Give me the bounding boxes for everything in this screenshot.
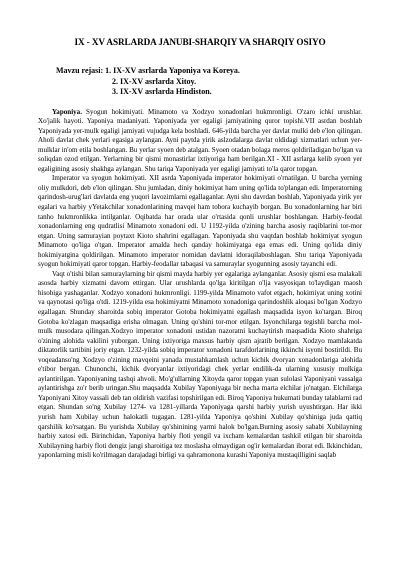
paragraph-text: Imperator va syogun hokimiyati. XII asrda Yaponiyada imperator hokimiyati o'rnatilgan. U barcha yerning oliy mulkdori, deb e'lon qilingan. Shu jumladan, diniy hokimiyat ham uning qo'lida to'plangan edi. Imperatorning qarindosh-urug'lari davlatda eng yuqori lavozimlarni egallaganlar. Ayni shu davrdan boshlab, Yaponiyada yirik yer egalari va harbiy yYetakchilar xonadonlarining mavqei ham tobora kuchayib borgan. Bu xonadonlarning har biri tanho hukmronlikka intilganlar. Oqibatda har orada ular o'rtasida qonli urushlar boshlangan. Harbiy-feodal xonadonlarning eng qudratlisi Minamoto xonadoni edi. U 1192-yilda o'zining barcha asosiy raqiblarini tor-mor etgan. Uning samurayian poytaxt Kioto shahrini egallagan. Yaponiyada shu vaqtdan boshlab hokimiyat syogun Minamoto qo'liga o'tgan. Imperator amalda hech qanday hokimiyatga ega emas edi. Uning qo'lida diniy hokimiyatgina qoldirilgan. Minamoto imperator nomidan davlatni idoraqilaboshlagan. Shu tariqa Yaponiyada syogun hokimiyati qaror topgan. Harbiy-feodallar tabaqasi va samuraylar syogunning asosiy tayanchi edi. xyxy=(38,174,362,269)
paragraph xyxy=(38,174,362,269)
plan-item: 3. IX-XV asrlarda Hindiston. xyxy=(112,87,212,96)
plan-item: Mavzu rejasi: 1. IX-XV asrlarda Yaponiya va Koreya. xyxy=(56,66,240,75)
document-body xyxy=(38,108,362,461)
paragraph-text: Syogun hokimiyati. Minamoto va Xodzyo xonadonlari hukmronligi. O'zaro ichki urushlar. Xo'jalik hayoti. Yaponiya madaniyati. Yaponiyada yer egaligi jamiyatining quror topishi.VII asrdan boshlab Yaponiyada yer-mulk egaligi jamiyati vujudga kela boshladi. 646-yilda barcha yer davlat mulki deb e'lon qilingan. Aholi davlat chek yerlari egasiga aylangan. Ayni paytda yirik aslzodalarga davlat oldidagi xizmatlari uchun yer-mulklar in'om etila boshlangan. Bu yerlar syoen deb atalgan. Syoen otadan bolaga meros qoldiriladigan bo'lgan va soliqdan ozod etilgan. Yerlarning bir qismi monastirlar ixtiyoriga ham berilgan.XI - XII asrlarga kelib syoen yer egaligining asosiy shakhga aylangan. Shu tariqa Yaponiyada yer egaligi jamiyati to'la qaror topgan. xyxy=(38,107,362,173)
document-title: IX - XV ASRLARDA JANUBI-SHARQIY VA SHARQIY OSIYO xyxy=(74,37,326,47)
paragraph-heading: Yaponiya. xyxy=(52,107,82,116)
plan-item: 2. IX-XV asrlarda Xitoy. xyxy=(112,76,197,86)
paragraph xyxy=(38,108,362,175)
paragraph-text: Vaqt o'tishi bilan samuraylarning bir qismi mayda harbiy yer egalariga aylanganlar. Asosiy qismi esa malakali asosda harbiy xizmatni davom ettirgan. Ular urushlarda qo'lga kiritilgan o'lja vasyosiqan to'laydigan maosh hisobiga yashaganlar. Xodzyo xonadoni hukmronligi. 1199-yilda Minamoto vafot etgach, hokimiyat uning xotini va qaynotasi qo'liga o'tdi. 1219-yilda esa hokimiyatni Minamoto xonadoniga qarindoshlik aloqasi bo'lgan Xodzyo egallagan. Shunday sharoitda sobiq imperator Gotoba hokimiyatni egallash maqsadida isyon ko'targan. Biroq Gotoba ko'zlagan maqsadiga erisha olmagan. Uning qo'shini tor-mor etilgan. Isyonchilarga tegishli barcha mol-mulk musodara qilingan.Xodzyo imperator xonadoni ustidan nazoratni kuchaytirish maqsadida Kioto shahriga o'zining alohida vakilini yuborgan. Uning ixtiyoriga maxsus harbiy qism ajratib berilgan. Xodzyo mamlakatda diktatorlik tartibini joriy etgan. 1232-yilda sobiq imperator xonadoni tarafdorlarining ikkinchi isyoni bostirildi. Bu voqeadanso'ng Xodzyo o'zining mavqeini yanada mustahkamlash uchun kichik dvoryan xonadonlariga alohida e'tibor bergan. Chunonchi, kichik dvoryanlar ixtiyoridagi chek yerlar endilik-da ularning xususiy mulkiga aylantirilgan. Yaponiyaning tashqi ahvoli. Mo'g'ullarning Xitoyda qaror topgan yuan sulolasi Yaponiyani vassalga aylantirishga zo'r berib uringan.Shu maqsadda Xubilay Yaponiyaga bir necha marta elchilar jo'natgan. Elchilarga Yaponiyani Xitoy vassali deb tan oldirish vazifasi topshirilgan edi. Biroq Yaponiya hukumati bunday talablarni rad etgan. Shundan so'ng Xubilay 1274- va 1281-yillarda Yaponiyaga qarshi harbiy yurish uyushtirgan. Har ikki yurish ham Xubilay uchun halokatli tugagan. 1281-yilda Yaponiya qo'shini Xubilay qo'shiniga juda qattiq qarshilik ko'rsatgan. Bu yurishda Xubilay qo'shinining yarmi halok bo'lgan.Burning asosiy sababi Xubilayning harbiy xatosi edi. Birinchidan, Yaponiya harbiy floti yengil va ixcham kemalardan tashkil etilgan bir sharoitda Xubilayning harbiy floti dengiz jangi sharoitiga tez moslasha olmaydigan og'ir kemalardan iborat edi. Ikkinchidan, yaponlarning misli ko'rilmagan darajadagi birligi va qahramonona kurashi Yaponiya mustaqilligini saqlab xyxy=(38,269,362,460)
lesson-plan xyxy=(56,66,362,98)
paragraph xyxy=(38,270,362,461)
